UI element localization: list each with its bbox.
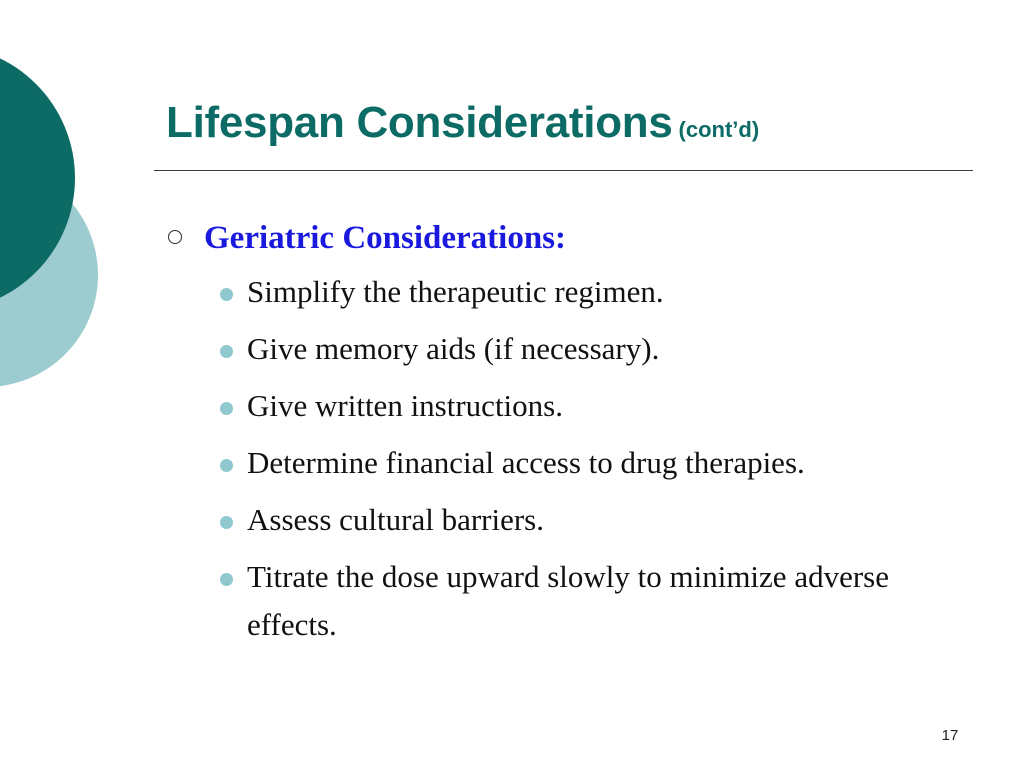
bullet-item: [164, 553, 964, 649]
bullet-text: Give memory aids (if necessary).: [247, 331, 660, 366]
dot-bullet-icon: [220, 402, 233, 415]
bullet-item: [164, 382, 964, 430]
dot-bullet-icon: [220, 459, 233, 472]
bullet-text: Assess cultural barriers.: [247, 502, 544, 537]
title-text: Lifespan Considerations: [166, 98, 673, 147]
bullet-list: [164, 268, 964, 649]
title-suffix: (cont’d): [678, 117, 760, 142]
dot-bullet-icon: [220, 288, 233, 301]
bullet-text: Give written instructions.: [247, 388, 563, 423]
title-divider: [154, 170, 973, 171]
section-heading: [164, 214, 964, 262]
decorative-circles: [0, 0, 110, 410]
bullet-text: Determine financial access to drug therapies.: [247, 445, 805, 480]
slide-title: [166, 98, 759, 148]
bullet-item: [164, 325, 964, 373]
page-number: 17: [941, 727, 959, 744]
dot-bullet-icon: [220, 573, 233, 586]
bullet-text: Titrate the dose upward slowly to minimize adverse effects.: [247, 559, 889, 642]
dot-bullet-icon: [220, 516, 233, 529]
bullet-item: [164, 268, 964, 316]
section-heading-text: Geriatric Considerations:: [204, 220, 567, 256]
slide-content: [164, 214, 964, 658]
dot-bullet-icon: [220, 345, 233, 358]
bullet-text: Simplify the therapeutic regimen.: [247, 274, 664, 309]
hollow-circle-bullet-icon: [168, 230, 182, 244]
bullet-item: [164, 496, 964, 544]
bullet-item: [164, 439, 964, 487]
